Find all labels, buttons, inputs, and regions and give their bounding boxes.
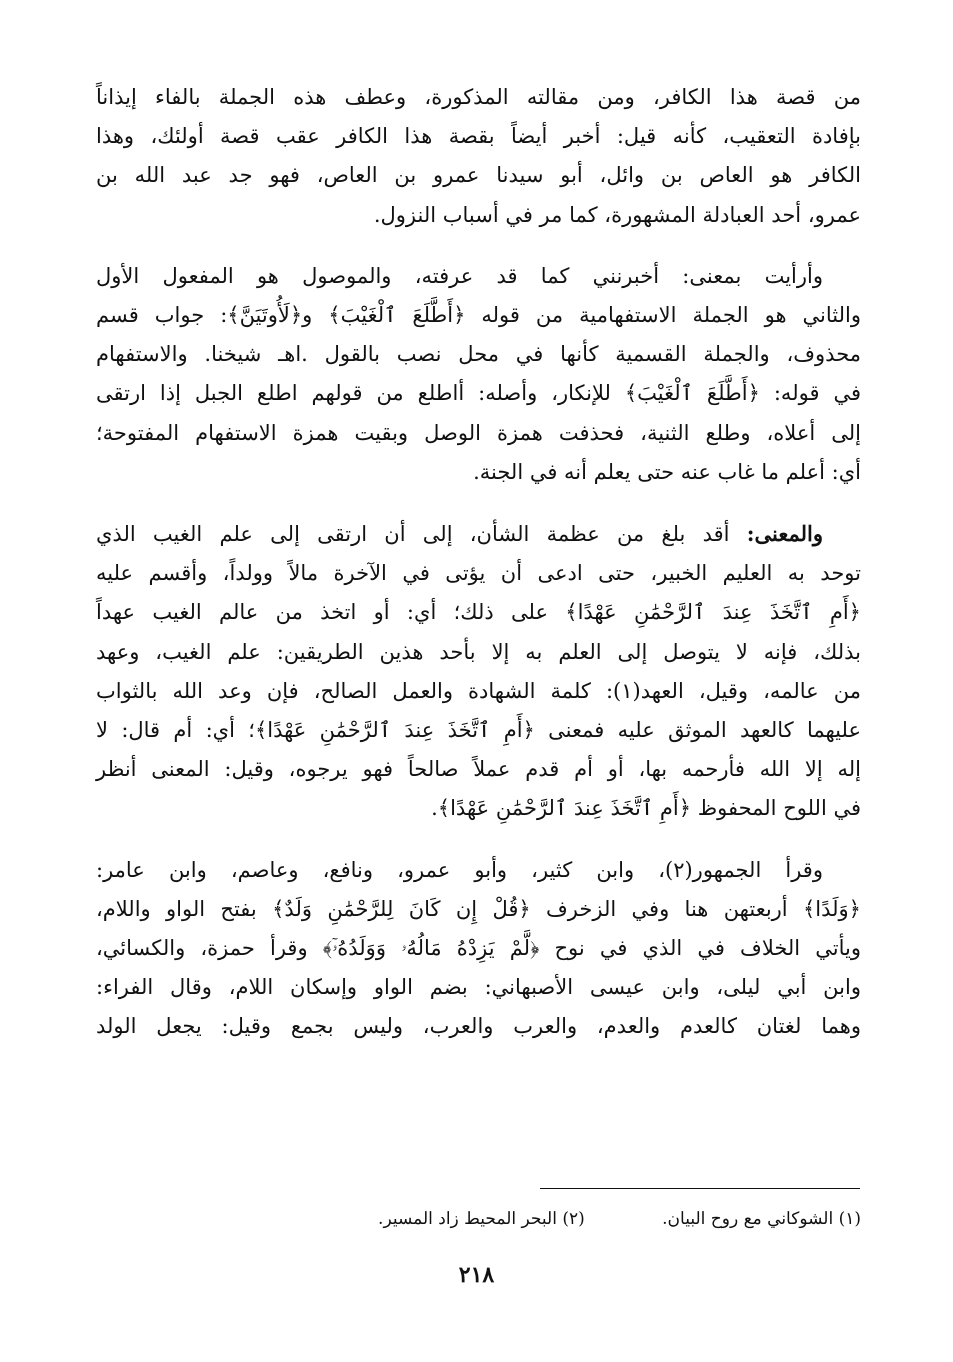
text-line: عمرو، أحد العبادلة المشهورة، كما مر في أسباب النزول. (373, 202, 861, 227)
text-line: وقرأ الجمهور(٢)، وابن كثير، وأبو عمرو، ونافع، وعاصم، وابن عامر: (96, 857, 823, 882)
page-number: ٢١٨ (458, 1262, 495, 1288)
paragraph-3 (96, 514, 861, 829)
text-line: توحد به العليم الخبير، حتى ادعى أن يؤتى في الآخرة مالاً وولداً، وأقسم عليه (96, 561, 861, 586)
text-line: إلى أعلاه، وطلع الثنية، فحذفت همزة الوصل وبقيت همزة الاستفهام المفتوحة؛ (96, 420, 861, 445)
paragraph-1 (96, 78, 861, 235)
text-line (96, 514, 861, 554)
text-line: وأرأيت بمعنى: أخبرنني كما قد عرفته، والموصول هو المفعول الأول (96, 263, 823, 288)
text-line: الكافر هو العاص بن وائل، أبو سيدنا عمرو بن العاص، فهو جد عبد الله بن (96, 163, 861, 188)
text-line: ﴿أَمِ ٱتَّخَذَ عِندَ ٱلرَّحْمَٰنِ عَهْدًا﴾ على ذلك؛ أي: أو اتخذ من عالم الغيب عهداً (96, 600, 861, 625)
text-line: إله إلا الله فأرحمه بها، أو أم قدم عملاً صالحاً فهو يرجوه، وقيل: المعنى أنظر (96, 757, 861, 782)
paragraph-2 (96, 257, 861, 492)
paragraph-lead: والمعنى: (746, 521, 823, 547)
text-line: بإفادة التعقيب، كأنه قيل: أخبر أيضاً بقصة هذا الكافر عقب قصة أولئك، وهذا (96, 124, 861, 149)
footnote-divider (540, 1188, 860, 1189)
footnote-2: (٢) البحر المحيط زاد المسير. (378, 1209, 585, 1229)
text-line-rest: أقد بلغ من عظمة الشأن، إلى أن ارتقى إلى علم الغيب الذي (96, 522, 747, 547)
text-line: في اللوح المحفوظ ﴿أَمِ ٱتَّخَذَ عِندَ ٱلرَّحْمَٰنِ عَهْدًا﴾. (431, 796, 861, 821)
footnote-1: (١) الشوكاني مع روح البيان. (662, 1209, 861, 1229)
text-line: محذوف، والجملة القسمية كأنها في محل نصب بالقول .اهـ شيخنا. والاستفهام (96, 342, 861, 367)
text-line: بذلك، فإنه لا يتوصل إلى العلم به إلا بأحد هذين الطريقين: علم الغيب، وعهد (96, 639, 861, 664)
text-line: والثاني هو الجملة الاستفهامية من قوله ﴿أَطَّلَعَ ٱلْغَيْبَ﴾ و﴿لَأُوتَيَنَّ﴾: جواب قسم (96, 303, 861, 328)
text-line: في قوله: ﴿أَطَّلَعَ ٱلْغَيْبَ﴾ للإنكار، وأصله: أاطلع من قولهم اطلع الجبل إذا ارتقى (96, 381, 861, 406)
text-line: وهما لغتان كالعدم والعدم، والعرب والعرب، وليس بجمع وقيل: يجعل الولد (96, 1014, 861, 1039)
text-line: عليهما كالعهد الموثق عليه فمعنى ﴿أَمِ ٱتَّخَذَ عِندَ ٱلرَّحْمَٰنِ عَهْدًا﴾؛ أي: أم قال: لا (96, 718, 861, 743)
text-line: ﴿وَلَدًا﴾ أربعتهن هنا وفي الزخرف ﴿قُلْ إِن كَانَ لِلرَّحْمَٰنِ وَلَدٌ﴾ بفتح الواو واللام، (96, 896, 861, 921)
text-line: ويأتي الخلاف في الذي في نوح ﴿لَّمْ يَزِدْهُ مَالُهُۥ وَوَلَدُهُۥٓ﴾ وقرأ حمزة، والكسائي، (96, 936, 861, 961)
footnotes (200, 1207, 861, 1231)
text-line: وابن أبي ليلى، وابن عيسى الأصبهاني: بضم الواو وإسكان اللام، وقال الفراء: (96, 975, 861, 1000)
paragraph-4 (96, 851, 861, 1047)
text-line: من عالمه، وقيل، العهد(١): كلمة الشهادة والعمل الصالح، فإن وعد الله بالثواب (96, 678, 861, 703)
text-line: أي: أعلم ما غاب عنه حتى يعلم أنه في الجنة. (473, 459, 861, 484)
text-line: من قصة هذا الكافر، ومن مقالته المذكورة، وعطف هذه الجملة بالفاء إيذاناً (96, 85, 861, 109)
body-text (96, 78, 861, 1069)
